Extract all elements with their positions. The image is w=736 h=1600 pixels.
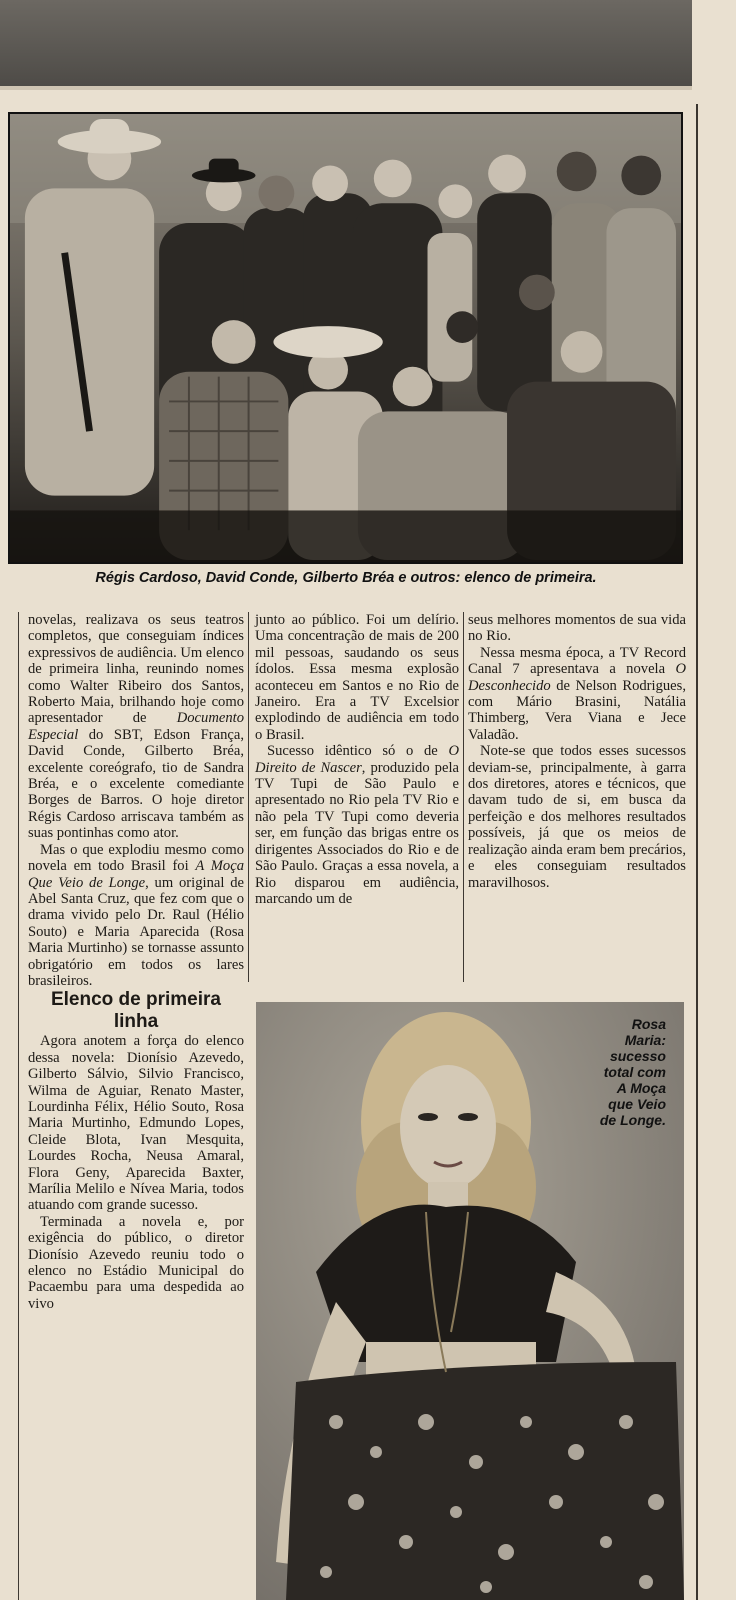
paragraph: junto ao público. Foi um delírio. Uma concentração de mais de 200 mil pessoas, saudando os seus ídolos. Essa mesma explosão aconteceu em Santos e no Rio de Janeiro. Era a TV Excelsior explodindo de audiência em todo o Brasil. [255,612,459,743]
article-column-3 [468,612,686,891]
paragraph: Note-se que todos esses sucessos deviam-se, principalmente, à garra dos diretores, atores e técnicos, que davam tudo de si, em busca da perfeição e dos melhores resultados possíveis, já que os meios de realização ainda eram bem precários, e eles conseguiam resultados maravilhosos. [468,743,686,891]
caption-line: total com [603,1064,666,1080]
article-column-1 [28,612,244,1312]
cast-group-photo [8,112,683,564]
top-photo-strip [0,0,692,86]
column-rule-1 [248,612,249,982]
caption-line: que Veio [608,1096,666,1112]
page-edge-rule [696,104,698,1600]
column-rule-left [18,612,19,1600]
caption-line: A Moça [616,1080,666,1096]
section-subhead: Elenco de primeira linha [50,989,221,1033]
cast-group-photo-art [10,114,681,562]
caption-line: Rosa [631,1016,666,1032]
paragraph: Agora anotem a força do elenco dessa novela: Dionísio Azevedo, Gilberto Sálvio, Silvio Francisco, Wilma de Aguiar, Renato Master, Lourdinha Félix, Hélio Souto, Rosa Maria Murtinho, Edmundo Lopes, Cleide Blota, Ivan Mesquita, Lourdes Rocha, Neusa Amaral, Flora Geny, Aparecida Baxter, Marília Melilo e Nívea Maria, todos atuando com grande sucesso. [28,1033,244,1214]
article-column-2 [255,612,459,907]
caption-line: Maria: [624,1032,666,1048]
paragraph: novelas, realizava os seus teatros completos, que conseguiam índices expressivos de audiência. Um elenco de primeira linha, reunindo nomes como Walter Ribeiro dos Santos, Roberto Maia, brilhando hoje como apresentador de Documento Especial do SBT, Edson França, David Conde, Gilberto Bréa, excelente coreógrafo, tio de Sandra Bréa, e o excelente comediante Borges de Barros. O hoje diretor Régis Cardoso arriscava também as suas pontinhas como ator. [28,612,244,842]
caption-line: de Longe. [599,1112,666,1128]
paragraph: Sucesso idêntico só o de O Direito de Nascer, produzido pela TV Tupi de São Paulo e apresentado no Rio pela TV Rio e não pela TV Tupi como deveria ser, em função das brigas entre os dirigentes Associados do Rio e de São Paulo. Graças a essa novela, a Rio disparou em audiência, marcando um de [255,743,459,907]
caption-line: sucesso [609,1048,666,1064]
paragraph: Mas o que explodiu mesmo como novela em todo Brasil foi A Moça Que Veio de Longe, um original de Abel Santa Cruz, que fez com que o drama vivido pelo Dr. Raul (Hélio Souto) e Maria Aparecida (Rosa Maria Murtinho) se tornasse assunto obrigatório em todos os lares brasileiros. [28,841,244,989]
paragraph: Nessa mesma época, a TV Record Canal 7 apresentava a novela O Desconhecido de Nelson Rodrigues, com Mário Brasini, Natália Thimberg, Vera Viana e Jece Valadão. [468,644,686,743]
group-photo-caption: Régis Cardoso, David Conde, Gilberto Bréa e outros: elenco de primeira. [95,570,597,586]
paragraph: seus melhores momentos de sua vida no Rio. [468,612,686,645]
rosa-maria-caption [560,1016,666,1128]
paragraph: Terminada a novela e, por exigência do público, o diretor Dionísio Azevedo reuniu todo o elenco no Estádio Municipal do Pacaembu para uma despedida ao vivo [28,1213,244,1312]
column-rule-2 [463,612,464,982]
